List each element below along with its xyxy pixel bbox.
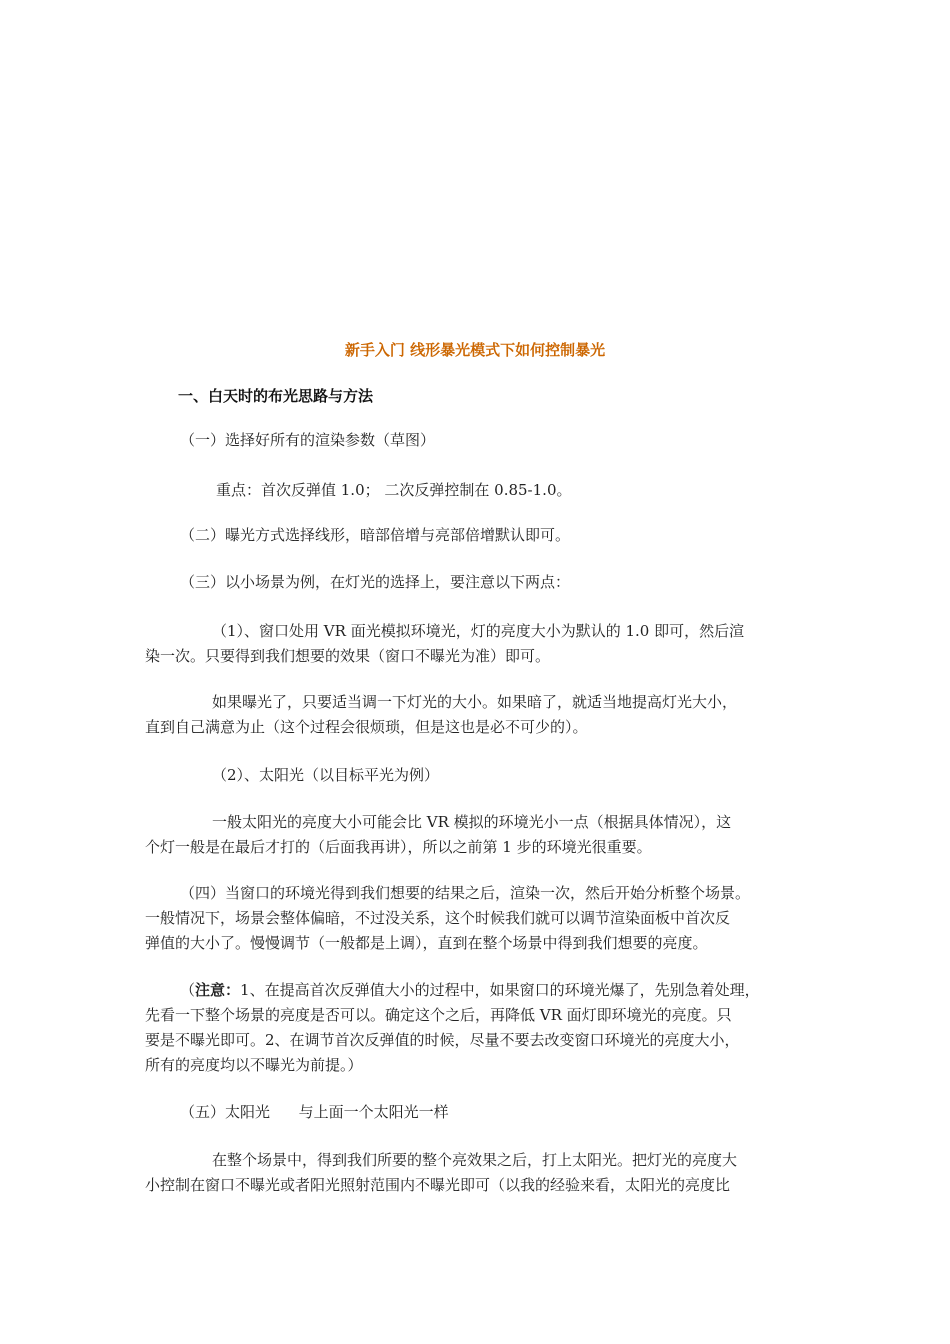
paragraph-s3-1b-line1: 如果曝光了，只要适当调一下灯光的大小。如果暗了，就适当地提高灯光大小， [212, 693, 738, 711]
note-line2: 先看一下整个场景的亮度是否可以。确定这个之后，再降低 VR 面灯即环境光的亮度。只 [145, 1006, 732, 1024]
paragraph-s3-1-line1: （1）、窗口处用 VR 面光模拟环境光，灯的亮度大小为默认的 1.0 即可，然后渲 [212, 622, 745, 640]
note-line1-text: 1、在提高首次反弹值大小的过程中，如果窗口的环境光爆了，先别急着处理， [240, 981, 760, 999]
note-open-paren: （ [180, 981, 196, 999]
note-line3: 要是不曝光即可。2、在调节首次反弹值的时候，尽量不要去改变窗口环境光的亮度大小， [145, 1031, 740, 1049]
document-title: 新手入门 线形暴光模式下如何控制暴光 [344, 341, 606, 359]
paragraph-s3-1b-line2: 直到自己满意为止（这个过程会很烦琐，但是这也是必不可少的）。 [145, 718, 588, 736]
paragraph-s3: （三）以小场景为例，在灯光的选择上，要注意以下两点： [180, 573, 571, 591]
paragraph-s3-2: （2）、太阳光（以目标平光为例） [212, 766, 440, 784]
note-line4: 所有的亮度均以不曝光为前提。） [145, 1056, 363, 1074]
section-heading: 一、白天时的布光思路与方法 [178, 387, 374, 405]
paragraph-s4-line1: （四）当窗口的环境光得到我们想要的结果之后，渲染一次，然后开始分析整个场景。 [180, 884, 751, 902]
paragraph-s5: （五）太阳光 与上面一个太阳光一样 [180, 1103, 449, 1121]
paragraph-s3-2b-line1: 一般太阳光的亮度大小可能会比 VR 模拟的环境光小一点（根据具体情况），这 [212, 813, 732, 831]
paragraph-s1: （一）选择好所有的渲染参数（草图） [180, 431, 436, 449]
note-label: 注意： [195, 981, 241, 999]
paragraph-s4-line3: 弹值的大小了。慢慢调节（一般都是上调），直到在整个场景中得到我们想要的亮度。 [145, 934, 708, 952]
paragraph-s4-line2: 一般情况下，场景会整体偏暗，不过没关系，这个时候我们就可以调节渲染面板中首次反 [145, 909, 731, 927]
paragraph-s1-key: 重点：首次反弹值 1.0； 二次反弹控制在 0.85-1.0。 [216, 481, 572, 499]
paragraph-s2: （二）曝光方式选择线形，暗部倍增与亮部倍增默认即可。 [180, 526, 571, 544]
paragraph-s5b-line2: 小控制在窗口不曝光或者阳光照射范围内不曝光即可（以我的经验来看，太阳光的亮度比 [145, 1176, 731, 1194]
paragraph-s3-1-line2: 染一次。只要得到我们想要的效果（窗口不曝光为准）即可。 [145, 647, 551, 665]
note-line1 [180, 978, 760, 1003]
paragraph-s5b-line1: 在整个场景中，得到我们所要的整个亮效果之后，打上太阳光。把灯光的亮度大 [212, 1151, 738, 1169]
paragraph-s3-2b-line2: 个灯一般是在最后才打的（后面我再讲），所以之前第 1 步的环境光很重要。 [145, 838, 652, 856]
